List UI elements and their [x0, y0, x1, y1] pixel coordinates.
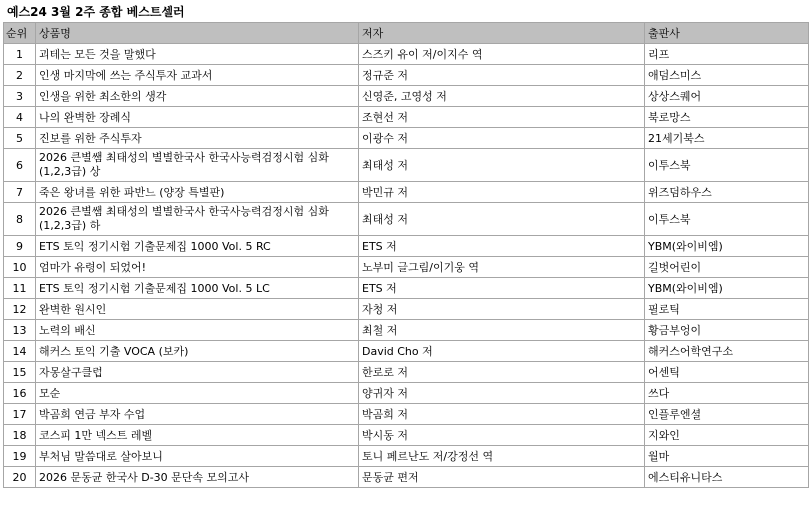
title-cell: 엄마가 유령이 되었어!: [36, 257, 359, 278]
rank-cell: 19: [4, 446, 36, 467]
table-row: [4, 320, 809, 341]
table-row: [4, 236, 809, 257]
author-cell: David Cho 저: [359, 341, 645, 362]
rank-cell: 2: [4, 65, 36, 86]
title-cell: ETS 토익 정기시험 기출문제집 1000 Vol. 5 LC: [36, 278, 359, 299]
rank-cell: 8: [4, 203, 36, 236]
publisher-cell: 쓰다: [645, 383, 809, 404]
author-cell: 노부미 글그림/이기웅 역: [359, 257, 645, 278]
title-cell: 완벽한 원시인: [36, 299, 359, 320]
title-cell: 괴테는 모든 것을 말했다: [36, 44, 359, 65]
author-cell: 토니 페르난도 저/강정선 역: [359, 446, 645, 467]
table-row: [4, 107, 809, 128]
table-row: [4, 278, 809, 299]
title-cell: 죽은 왕녀를 위한 파반느 (양장 특별판): [36, 182, 359, 203]
table-row: [4, 128, 809, 149]
title-cell: 인생 마지막에 쓰는 주식투자 교과서: [36, 65, 359, 86]
author-cell: 양귀자 저: [359, 383, 645, 404]
rank-cell: 3: [4, 86, 36, 107]
title-cell: 노력의 배신: [36, 320, 359, 341]
rank-cell: 5: [4, 128, 36, 149]
rank-cell: 15: [4, 362, 36, 383]
publisher-cell: 필로틱: [645, 299, 809, 320]
table-row: [4, 44, 809, 65]
table-row: [4, 362, 809, 383]
publisher-cell: 해커스어학연구소: [645, 341, 809, 362]
table-row: [4, 182, 809, 203]
rank-cell: 10: [4, 257, 36, 278]
rank-cell: 6: [4, 149, 36, 182]
author-cell: ETS 저: [359, 236, 645, 257]
publisher-cell: 21세기북스: [645, 128, 809, 149]
page-title: 예스24 3월 2주 종합 베스트셀러: [7, 5, 185, 19]
rank-cell: 12: [4, 299, 36, 320]
rank-cell: 9: [4, 236, 36, 257]
table-row: [4, 341, 809, 362]
title-cell: 진보를 위한 주식투자: [36, 128, 359, 149]
table-row: [4, 299, 809, 320]
author-cell: 자청 저: [359, 299, 645, 320]
publisher-cell: 이투스북: [645, 203, 809, 236]
table-row: [4, 467, 809, 488]
author-cell: 박시동 저: [359, 425, 645, 446]
bestseller-table: [3, 22, 809, 488]
column-header-publisher: 출판사: [645, 23, 809, 44]
publisher-cell: 황금부엉이: [645, 320, 809, 341]
publisher-cell: 인플루엔셜: [645, 404, 809, 425]
publisher-cell: 북로망스: [645, 107, 809, 128]
author-cell: ETS 저: [359, 278, 645, 299]
publisher-cell: 에스티유니타스: [645, 467, 809, 488]
table-row: [4, 425, 809, 446]
table-row: [4, 86, 809, 107]
publisher-cell: YBM(와이비엠): [645, 236, 809, 257]
rank-cell: 11: [4, 278, 36, 299]
title-cell: 2026 문동균 한국사 D-30 문단속 모의고사: [36, 467, 359, 488]
author-cell: 조현선 저: [359, 107, 645, 128]
author-cell: 문동균 편저: [359, 467, 645, 488]
author-cell: 스즈키 유이 저/이지수 역: [359, 44, 645, 65]
author-cell: 이광수 저: [359, 128, 645, 149]
publisher-cell: 애덤스미스: [645, 65, 809, 86]
author-cell: 최태성 저: [359, 149, 645, 182]
rank-cell: 7: [4, 182, 36, 203]
title-cell: 모순: [36, 383, 359, 404]
title-cell: 박곰희 연금 부자 수업: [36, 404, 359, 425]
table-header: [4, 23, 809, 44]
rank-cell: 18: [4, 425, 36, 446]
table-row: [4, 203, 809, 236]
rank-cell: 13: [4, 320, 36, 341]
rank-cell: 16: [4, 383, 36, 404]
header-row: [4, 23, 809, 44]
publisher-cell: 위즈덤하우스: [645, 182, 809, 203]
column-header-rank: 순위: [4, 23, 36, 44]
author-cell: 한로로 저: [359, 362, 645, 383]
table-row: [4, 404, 809, 425]
author-cell: 박민규 저: [359, 182, 645, 203]
table-row: [4, 257, 809, 278]
table-row: [4, 65, 809, 86]
publisher-cell: 지와인: [645, 425, 809, 446]
rank-cell: 1: [4, 44, 36, 65]
title-cell: 인생을 위한 최소한의 생각: [36, 86, 359, 107]
rank-cell: 20: [4, 467, 36, 488]
table-body: [4, 44, 809, 488]
title-cell: 자몽살구클럽: [36, 362, 359, 383]
author-cell: 정규준 저: [359, 65, 645, 86]
publisher-cell: 어센틱: [645, 362, 809, 383]
column-header-title: 상품명: [36, 23, 359, 44]
publisher-cell: 길벗어린이: [645, 257, 809, 278]
title-cell: 2026 큰별쌤 최태성의 별별한국사 한국사능력검정시험 심화(1,2,3급) 하: [36, 203, 359, 236]
title-cell: ETS 토익 정기시험 기출문제집 1000 Vol. 5 RC: [36, 236, 359, 257]
publisher-cell: 상상스퀘어: [645, 86, 809, 107]
table-row: [4, 149, 809, 182]
publisher-cell: 리프: [645, 44, 809, 65]
title-cell: 해커스 토익 기출 VOCA (보카): [36, 341, 359, 362]
author-cell: 최철 저: [359, 320, 645, 341]
author-cell: 신영준, 고영성 저: [359, 86, 645, 107]
title-cell: 2026 큰별쌤 최태성의 별별한국사 한국사능력검정시험 심화(1,2,3급) 상: [36, 149, 359, 182]
title-cell: 부처님 말씀대로 살아보니: [36, 446, 359, 467]
column-header-author: 저자: [359, 23, 645, 44]
rank-cell: 14: [4, 341, 36, 362]
title-cell: 나의 완벽한 장례식: [36, 107, 359, 128]
publisher-cell: 이투스북: [645, 149, 809, 182]
rank-cell: 4: [4, 107, 36, 128]
publisher-cell: 월마: [645, 446, 809, 467]
author-cell: 박곰희 저: [359, 404, 645, 425]
table-row: [4, 383, 809, 404]
title-cell: 코스피 1만 넥스트 레벨: [36, 425, 359, 446]
author-cell: 최태성 저: [359, 203, 645, 236]
rank-cell: 17: [4, 404, 36, 425]
publisher-cell: YBM(와이비엠): [645, 278, 809, 299]
table-row: [4, 446, 809, 467]
